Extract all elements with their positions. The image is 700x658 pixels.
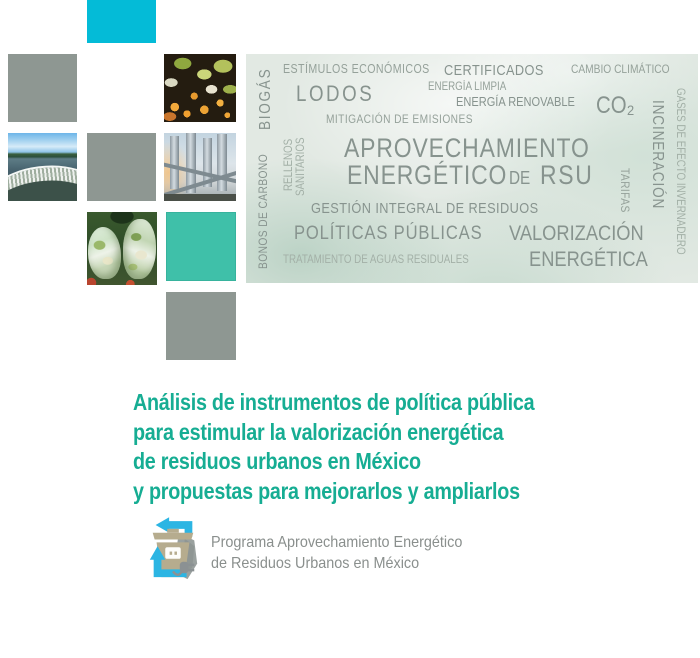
cloud-word-incineracion: INCINERACIÓN [649, 100, 666, 210]
cloud-word-co2: CO₂ [596, 92, 635, 119]
cover-title [133, 388, 534, 506]
program-name [211, 532, 462, 575]
cloud-word-estimulos: ESTÍMULOS ECONÓMICOS [283, 62, 430, 76]
photo-wastewater-plant [8, 133, 77, 201]
recycle-bin-logo-icon [144, 517, 202, 589]
cloud-word-rellenos: RELLENOS [283, 138, 295, 191]
cloud-word-energetica: ENERGÉTICA [529, 247, 648, 271]
decor-square-cyan [87, 0, 156, 43]
cloud-word-valorizacion: VALORIZACIÓN [509, 221, 644, 245]
waste-bag [88, 227, 121, 280]
photo-organic-waste [164, 54, 236, 122]
waste-bag [123, 219, 155, 279]
word-cloud [246, 54, 698, 283]
tower [170, 136, 179, 189]
title-line-1: Análisis de instrumentos de política pública [133, 389, 535, 415]
cloud-word-energia-renovable: ENERGÍA RENOVABLE [456, 94, 575, 109]
cloud-word-tarifas: TARIFAS [618, 168, 632, 213]
cloud-word-lodos: LODOS [296, 81, 375, 106]
cloud-word-energetico: ENERGÉTICO [347, 160, 508, 190]
cloud-word-bonos: BONOS DE CARBONO [256, 153, 270, 269]
cloud-word-energia-limpia: ENERGÍA LIMPIA [428, 81, 507, 93]
title-line-2: para estimular la valorización energética [133, 418, 504, 445]
decor-square-teal [166, 212, 236, 281]
cloud-word-certificados: CERTIFICADOS [444, 62, 544, 79]
cloud-word-mitigacion: MITIGACIÓN DE EMISIONES [326, 112, 473, 126]
title-line-3: de residuos urbanos en México [133, 448, 421, 474]
ground [164, 194, 236, 201]
decor-square-gray-2 [87, 133, 156, 201]
title-line-4: y propuestas para mejorarlos y ampliarlos [133, 477, 520, 504]
photo-industrial-towers [164, 133, 236, 201]
decor-square-gray-3 [166, 292, 236, 360]
cloud-word-gases: GASES DE EFECTO INVERNADERO [674, 88, 686, 255]
tower [217, 134, 228, 191]
cloud-word-sanitarios: SANITARIOS [295, 137, 307, 196]
program-name-line-2: de Residuos Urbanos en México [211, 555, 420, 572]
program-logo [144, 517, 490, 589]
cloud-word-tratamiento: TRATAMIENTO DE AGUAS RESIDUALES [283, 254, 469, 266]
decor-square-gray-1 [8, 54, 77, 122]
cloud-word-rsu: RSU [540, 160, 594, 190]
cloud-word-aprovechamiento: APROVECHAMIENTO [344, 133, 590, 163]
cloud-word-politicas: POLÍTICAS PÚBLICAS [294, 222, 483, 244]
cloud-word-cambio-climatico: CAMBIO CLIMÁTICO [571, 62, 670, 76]
program-name-line-1: Programa Aprovechamiento Energético [211, 533, 463, 551]
cloud-word-de: DE [509, 168, 531, 188]
cloud-word-biogas: BIOGÁS [257, 67, 274, 130]
photo-vegetable-waste-bags [87, 212, 157, 285]
cloud-word-gestion: GESTIÓN INTEGRAL DE RESIDUOS [311, 200, 539, 217]
